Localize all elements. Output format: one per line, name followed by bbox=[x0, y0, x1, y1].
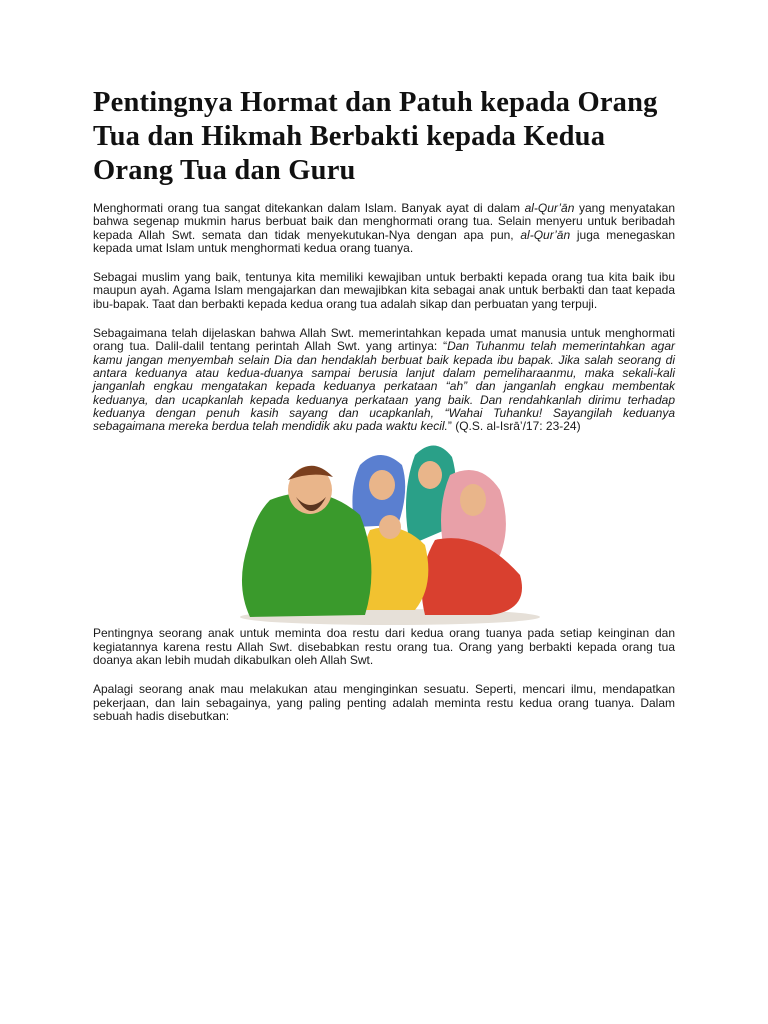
page-title: Pentingnya Hormat dan Patuh kepada Orang Tua dan Hikmah Berbakti kepada Kedua Orang Tua dan Guru bbox=[93, 87, 658, 186]
article bbox=[93, 86, 675, 739]
paragraph-5: Apalagi seorang anak mau melakukan atau menginginkan sesuatu. Seperti, mencari ilmu, mendapatkan pekerjaan, dan lain sebagainya, yang paling penting adalah meminta restu kedua orang tuanya. Dalam sebuah hadis disebutkan: bbox=[93, 682, 675, 723]
family-illustration-svg bbox=[230, 435, 540, 625]
paragraph-1: Menghormati orang tua sangat ditekankan dalam Islam. Banyak ayat di dalam al-Qur’ān yang menyatakan bahwa segenap mukmin harus berbuat baik dan menghormati orang tua. Selain menyeru untuk beribadah kepada Allah Swt. semata dan tidak menyekutukan-Nya dengan apa pun, al-Qur’ān juga menegaskan kepada umat Islam untuk menghormati kedua orang tuanya. bbox=[93, 201, 675, 255]
paragraph-4: Pentingnya seorang anak untuk meminta doa restu dari kedua orang tuanya pada setiap keinginan dan kegiatannya karena restu Allah Swt. disebabkan restu orang tua. Orang yang berbakti kepada orang tua doanya akan lebih mudah dikabulkan oleh Allah Swt. bbox=[93, 626, 675, 668]
paragraph-2: Sebagai muslim yang baik, tentunya kita memiliki kewajiban untuk berbakti kepada orang tua kita baik ibu maupun ayah. Agama Islam mengajarkan dan mewajibkan kita sebagai anak untuk berbakti dan taat kepada ibu-bapak. Taat dan berbakti kepada kedua orang tua adalah sikap dan perbuatan yang terpuji. bbox=[93, 270, 675, 311]
quote-reference: ” (Q.S. al-Isrā’/17: 23-24) bbox=[447, 419, 581, 434]
paragraph-3: Sebagaimana telah dijelaskan bahwa Allah Swt. memerintahkan kepada umat manusia untuk menghormati orang tua. Dalil-dalil tentang perintah Allah Swt. yang artinya: “Dan Tuhanmu telah memerintahkan agar kamu jangan menyembah selain Dia dan hendaklah berbuat baik kepada ibu bapak. Jika salah seorang di antara keduanya atau kedua-duanya sampai berusia lanjut dalam pemeliharaanmu, maka sekali-kali janganlah engkau mengatakan kepada keduanya perkataan “ah” dan janganlah engkau membentak keduanya, dan ucapkanlah kepada keduanya perkataan yang baik. Dan rendahkanlah dirimu terhadap keduanya dengan penuh kasih sayang dan ucapkanlah, “Wahai Tuhanku! Sayangilah keduanya sebagaimana mereka berdua telah mendidik aku pada waktu kecil.” (Q.S. al-Isrā’/17: 23-24) bbox=[93, 326, 675, 434]
family-illustration bbox=[230, 435, 540, 625]
child-face bbox=[379, 515, 401, 539]
mother-robe bbox=[422, 539, 522, 616]
mother-face bbox=[460, 484, 486, 516]
teal-figure-face bbox=[418, 461, 442, 489]
blue-figure-face bbox=[369, 470, 395, 500]
quran-quote: Dan Tuhanmu telah memerintahkan agar kamu jangan menyembah selain Dia dan hendaklah berbuat baik kepada ibu bapak. Jika salah seorang di antara keduanya atau kedua-duanya sampai berusia lanjut dalam pemeliharaanmu, maka sekali-kali janganlah engkau mengatakan kepada keduanya perkataan “ah” dan janganlah engkau membentak keduanya, dan ucapkanlah kepada keduanya perkataan yang baik. Dan rendahkanlah dirimu terhadap keduanya dengan penuh kasih sayang dan ucapkanlah, “Wahai Tuhanku! Sayangilah keduanya sebagaimana mereka berdua telah mendidik aku pada waktu kecil. bbox=[93, 339, 675, 434]
